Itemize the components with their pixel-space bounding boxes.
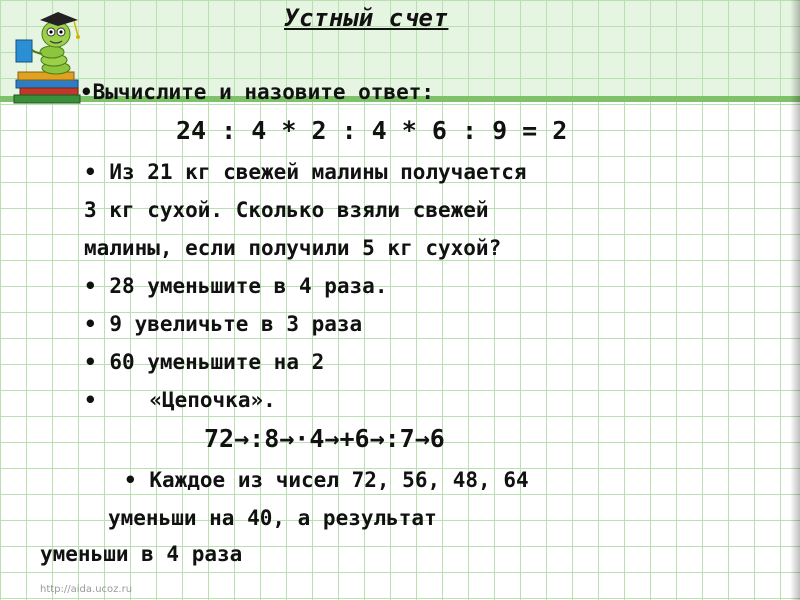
item-9-text: 9 увеличьте в 3 раза: [109, 312, 363, 336]
list-item: [84, 314, 362, 335]
problem-item: [84, 162, 527, 183]
item-28-text: 28 уменьшите в 4 раза.: [109, 274, 388, 298]
bullet-icon: •: [124, 468, 137, 492]
bullet-icon: •: [84, 388, 97, 412]
bullet-icon: •: [84, 312, 97, 336]
chain-expression: 72→:8→·4→+6→:7→6: [204, 424, 445, 453]
item-chain-text: «Цепочка».: [149, 388, 276, 412]
task2-line-2: уменьши на 40, а результат: [108, 506, 437, 530]
list-item: [84, 352, 324, 373]
task2-line-1: Каждое из чисел 72, 56, 48, 64: [149, 468, 529, 492]
task2-line-3: уменьши в 4 раза: [40, 542, 243, 566]
equation: 24 : 4 * 2 : 4 * 6 : 9 = 2: [176, 116, 568, 145]
problem-line-1: Из 21 кг свежей малины получается: [109, 160, 527, 184]
bullet-icon: •: [84, 274, 97, 298]
item-60-text: 60 уменьшите на 2: [109, 350, 325, 374]
list-item: [84, 390, 276, 411]
slide-title: Устный счет: [284, 4, 449, 32]
footer-url: http://aida.ucoz.ru: [40, 584, 133, 595]
problem-line-2: 3 кг сухой. Сколько взяли свежей: [84, 198, 489, 222]
problem-line-3: малины, если получили 5 кг сухой?: [84, 236, 502, 260]
task2-item: [124, 470, 529, 491]
bullet-icon: •: [84, 350, 97, 374]
slide-edge-shadow: [790, 0, 800, 600]
bullet-icon: •: [84, 160, 97, 184]
list-item: [84, 276, 387, 297]
task-heading: •Вычислите и назовите ответ:: [80, 80, 435, 104]
